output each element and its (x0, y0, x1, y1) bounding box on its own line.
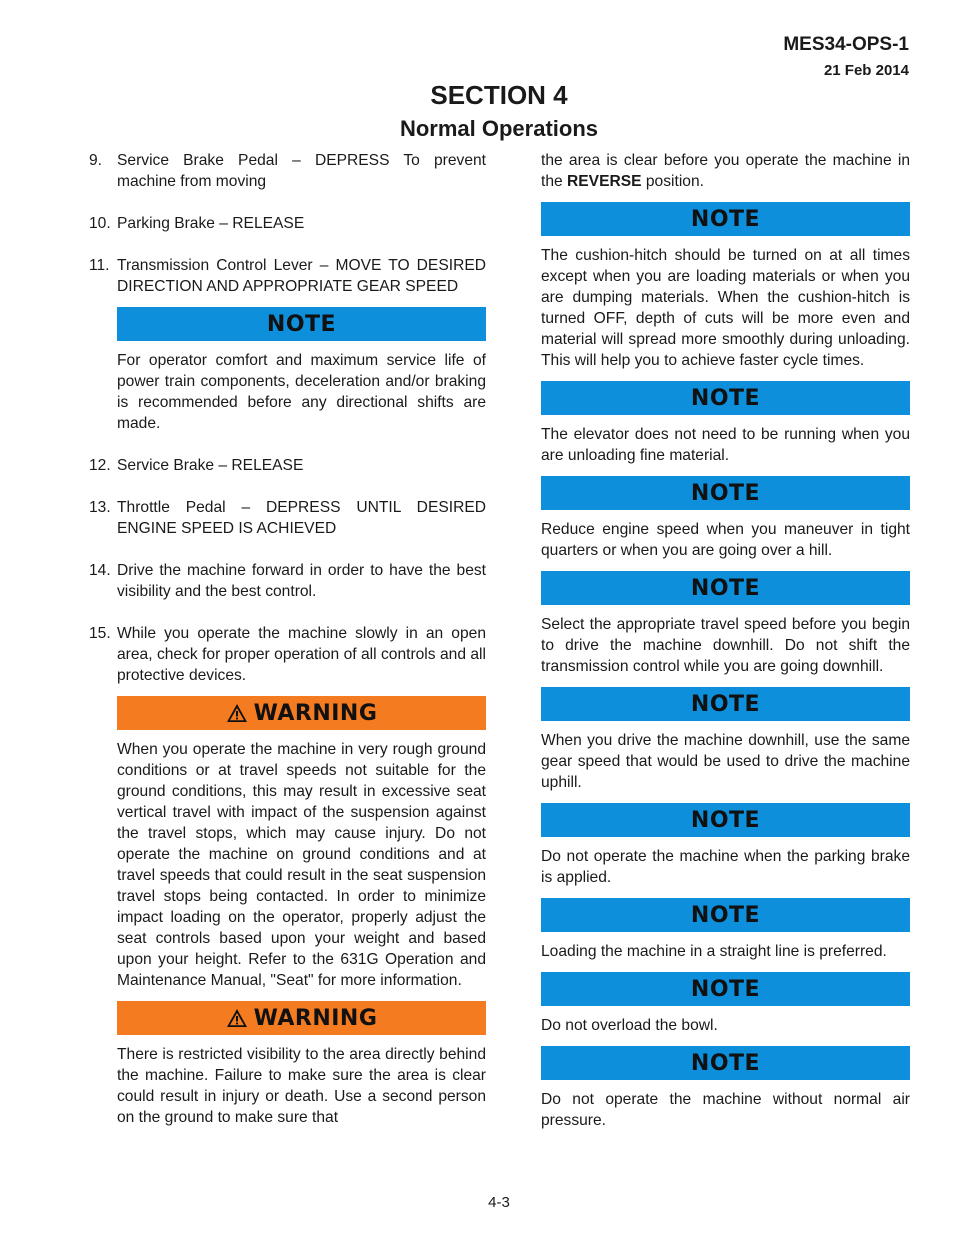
note-banner (541, 687, 910, 721)
step-number: 10. (89, 215, 111, 232)
step-15 (89, 623, 486, 686)
note-banner (541, 803, 910, 837)
page-number: 4-3 (488, 1194, 510, 1211)
note-label: NOTE (690, 385, 761, 411)
warning-text: There is restricted visibility to the area directly behind the machine. Failure to make sure the area is clear could result in injury or death. Use a second person on the ground to make sure that (117, 1046, 486, 1126)
note-block (541, 687, 910, 793)
note-label: NOTE (690, 575, 761, 601)
note-label: NOTE (690, 206, 761, 232)
step-number: 14. (89, 562, 111, 579)
continued-text-part: position. (641, 173, 704, 190)
step-11 (89, 255, 486, 297)
note-block (541, 803, 910, 888)
note-text: When you drive the machine downhill, use the same gear speed that would be used to drive the machine uphill. (541, 732, 910, 791)
warning-text: When you operate the machine in very rough ground conditions or at travel speeds not suitable for the ground conditions, this may result in excessive seat vertical travel with impact of the suspension against the travel stops, which may cause injury. Do not operate the machine on ground conditions and at travel speeds that could result in the seat suspension travel stops being contacted. In order to minimize impact loading on the operator, properly adjust the seat controls based upon your weight and based upon your height. Refer to the 631G Operation and Maintenance Manual, "Seat" for more information. (117, 741, 486, 989)
step-number: 15. (89, 625, 111, 642)
step-number: 13. (89, 499, 111, 516)
note-text: Do not overload the bowl. (541, 1017, 718, 1034)
step-text: Service Brake Pedal – DEPRESS To prevent machine from moving (117, 152, 486, 190)
warning-label: WARNING (253, 700, 378, 726)
note-block (117, 307, 486, 434)
right-column (541, 150, 910, 1135)
note-banner (541, 202, 910, 236)
note-banner (541, 381, 910, 415)
step-9 (89, 150, 486, 192)
note-block (541, 972, 910, 1036)
warning-label: WARNING (253, 1005, 378, 1031)
step-text: Drive the machine forward in order to have the best visibility and the best control. (117, 562, 486, 600)
note-banner (541, 898, 910, 932)
warning-banner (117, 696, 486, 730)
note-text: Loading the machine in a straight line is preferred. (541, 943, 887, 960)
note-block (541, 476, 910, 561)
note-label: NOTE (690, 807, 761, 833)
note-text: Select the appropriate travel speed before you begin to drive the machine downhill. Do not shift the transmission control while you are going downhill. (541, 616, 910, 675)
continued-warning-text (541, 150, 910, 192)
document-date: 21 Feb 2014 (823, 62, 909, 79)
step-text: Transmission Control Lever – MOVE TO DESIRED DIRECTION AND APPROPRIATE GEAR SPEED (117, 257, 486, 295)
section-subtitle: Normal Operations (399, 116, 599, 141)
step-number: 12. (89, 457, 111, 474)
warning-banner (117, 1001, 486, 1035)
note-text: Do not operate the machine when the parking brake is applied. (541, 848, 910, 886)
note-banner (541, 972, 910, 1006)
note-block (541, 1046, 910, 1131)
note-text: For operator comfort and maximum service life of power train components, deceleration and/or braking is recommended before any directional shifts are made. (117, 352, 486, 432)
section-title: SECTION 4 (430, 80, 568, 110)
note-label: NOTE (690, 902, 761, 928)
note-label: NOTE (690, 691, 761, 717)
note-text: Reduce engine speed when you maneuver in tight quarters or when you are going over a hill. (541, 521, 910, 559)
note-label: NOTE (690, 1050, 761, 1076)
note-label: NOTE (690, 976, 761, 1002)
note-text: The elevator does not need to be running when you are unloading fine material. (541, 426, 910, 464)
step-13 (89, 497, 486, 539)
step-text: Parking Brake – RELEASE (117, 215, 305, 232)
note-block (541, 571, 910, 677)
note-banner (117, 307, 486, 341)
step-text: While you operate the machine slowly in an open area, check for proper operation of all controls and all protective devices. (117, 625, 486, 684)
step-text: Throttle Pedal – DEPRESS UNTIL DESIRED ENGINE SPEED IS ACHIEVED (117, 499, 486, 537)
note-block (541, 898, 910, 962)
note-banner (541, 1046, 910, 1080)
warning-block (117, 696, 486, 991)
document-number: MES34-OPS-1 (783, 34, 909, 55)
step-text: Service Brake – RELEASE (117, 457, 304, 474)
step-12 (89, 455, 486, 476)
warning-block (117, 1001, 486, 1128)
continued-text-part: the area is clear before you operate the machine in the (541, 152, 910, 190)
left-column (89, 150, 486, 1132)
note-banner (541, 476, 910, 510)
reverse-keyword: REVERSE (567, 173, 642, 190)
warning-triangle-icon (226, 703, 248, 723)
step-10 (89, 213, 486, 234)
warning-triangle-icon (226, 1008, 248, 1028)
note-banner (541, 571, 910, 605)
step-number: 11. (89, 257, 110, 274)
note-label: NOTE (690, 480, 761, 506)
step-14 (89, 560, 486, 602)
note-block (541, 381, 910, 466)
note-block (541, 202, 910, 371)
step-number: 9. (89, 152, 103, 169)
note-label: NOTE (266, 311, 337, 337)
note-text: Do not operate the machine without normal air pressure. (541, 1091, 910, 1129)
note-text: The cushion-hitch should be turned on at all times except when you are loading materials or when you are dumping materials. When the cushion-hitch is turned OFF, depth of cuts will be more even and material will spread more smoothly during unloading. This will help you to achieve faster cycle times. (541, 247, 910, 369)
